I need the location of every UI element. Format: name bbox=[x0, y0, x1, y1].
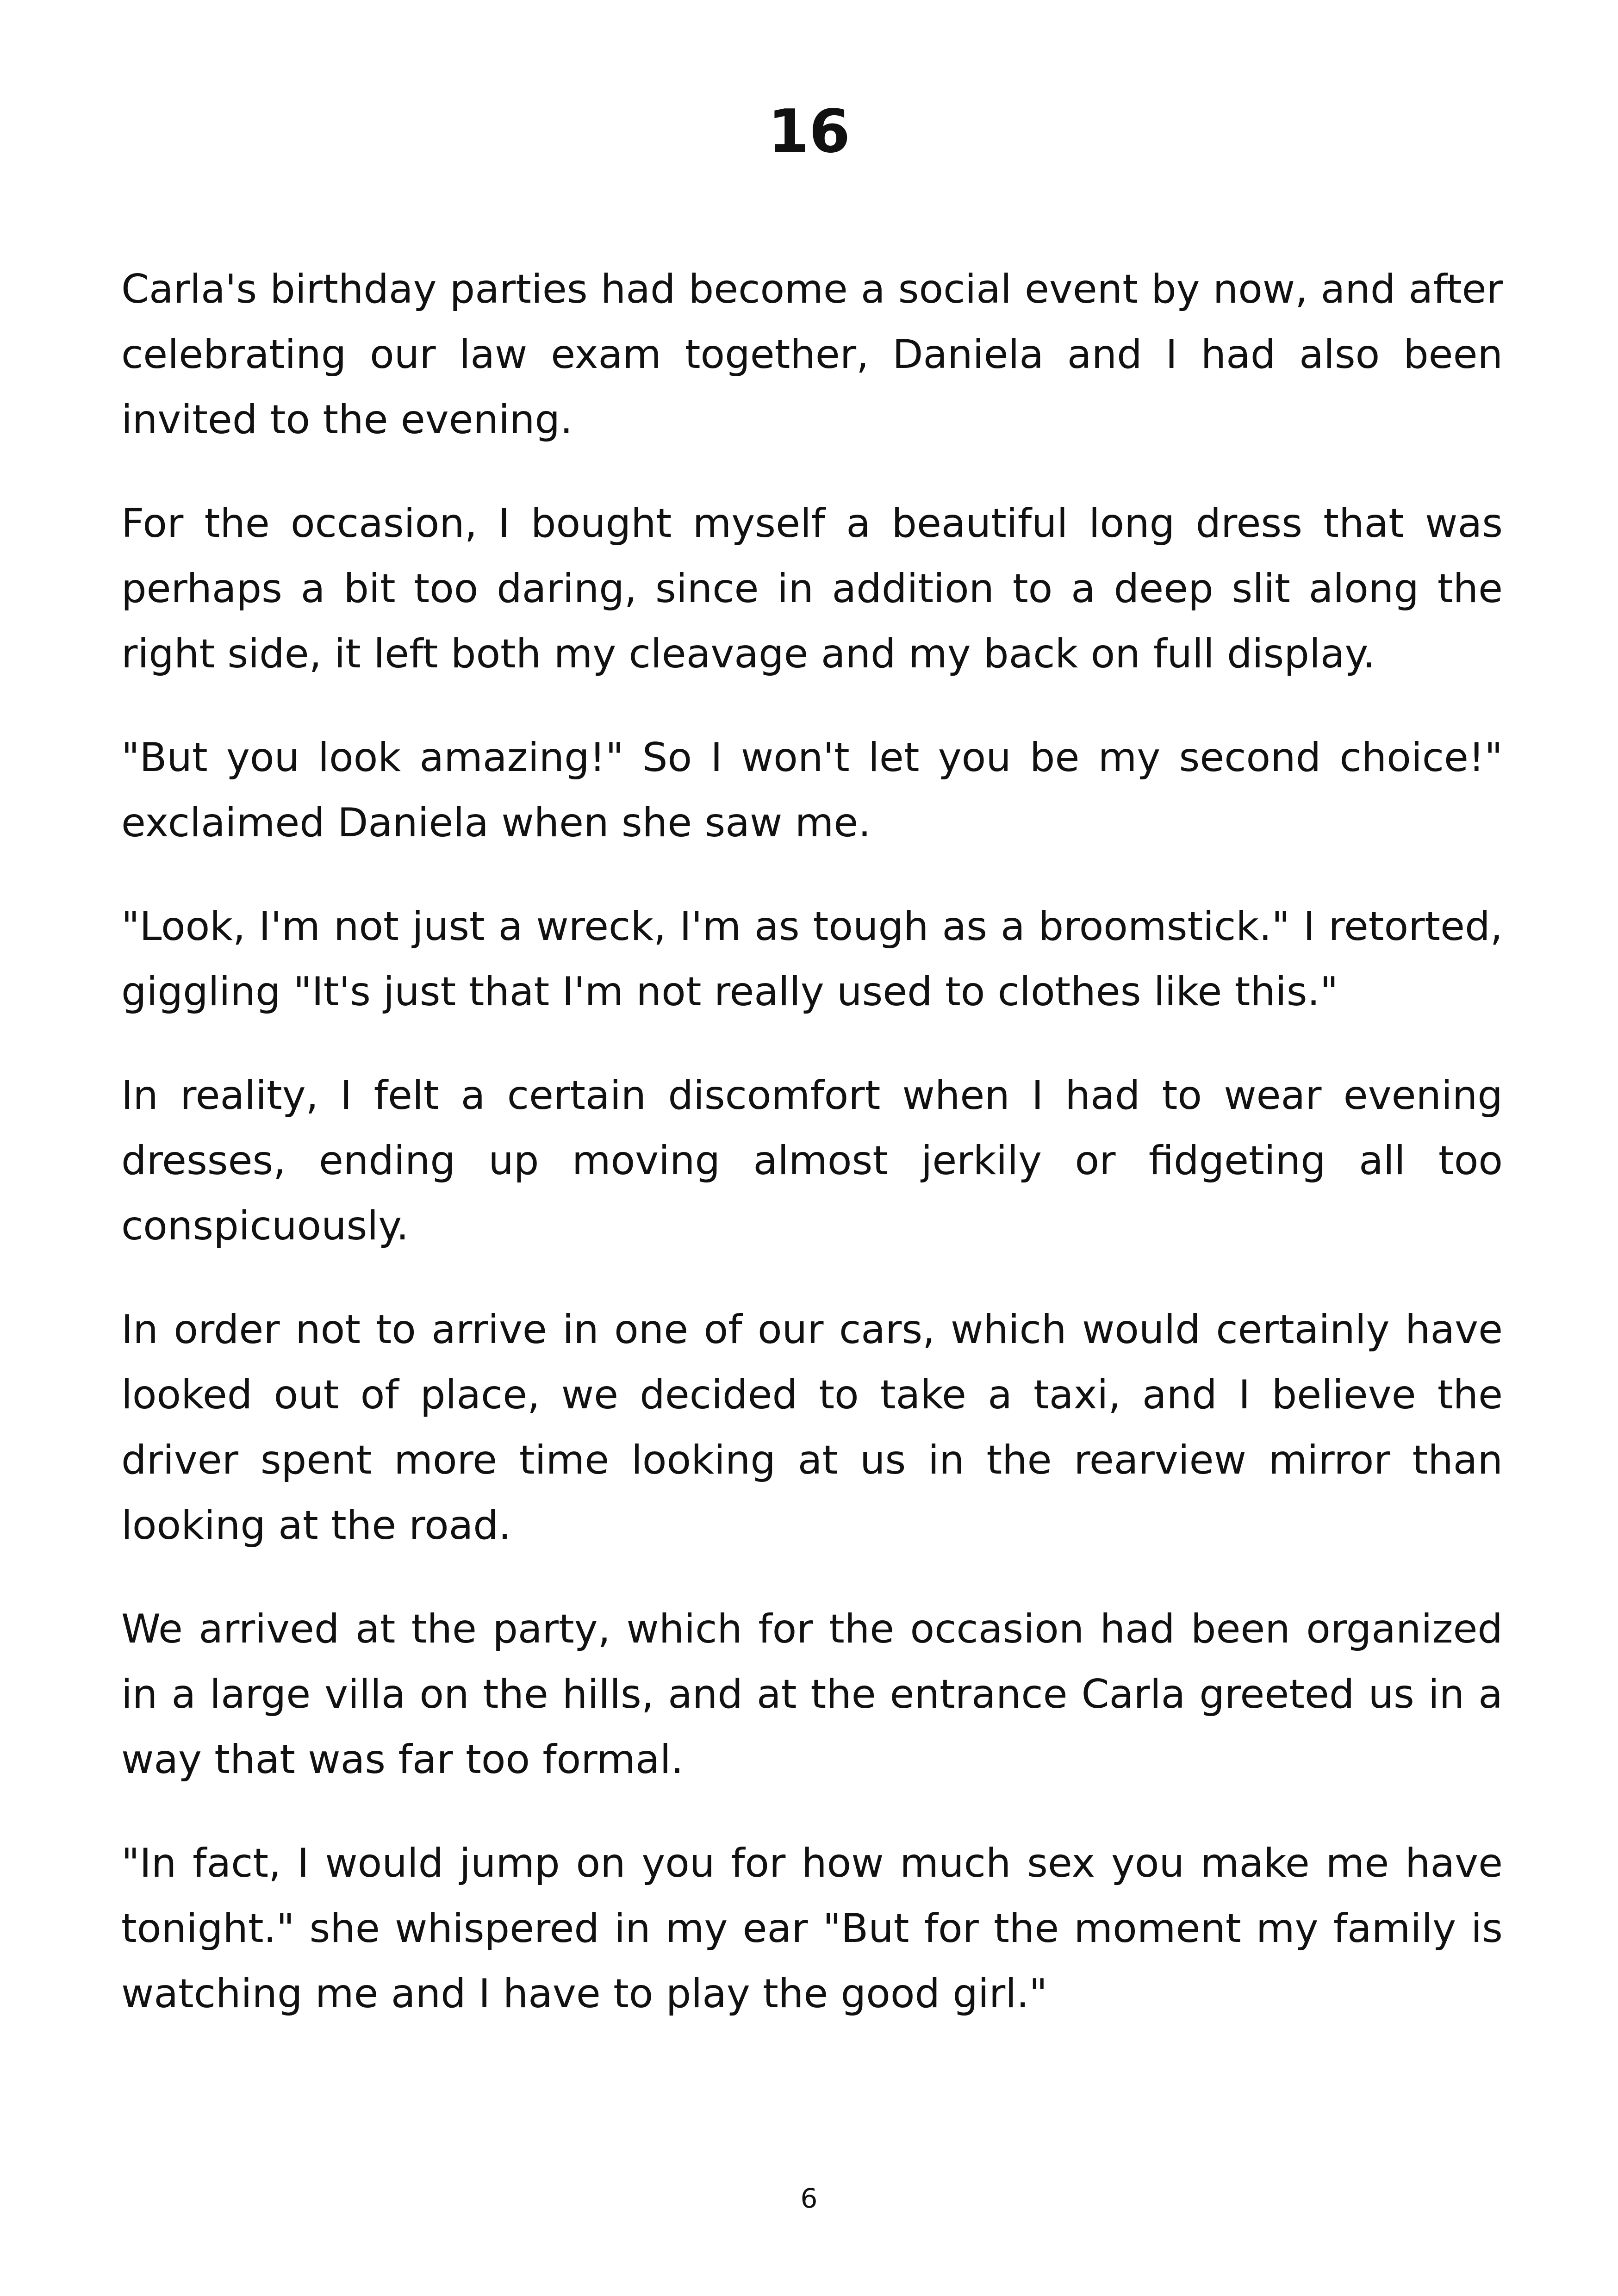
paragraph: "But you look amazing!" So I won't let you be my second choice!" exclaimed Daniela when she saw me. bbox=[121, 734, 1503, 846]
paragraph: "Look, I'm not just a wreck, I'm as tough as a broomstick." I retorted, giggling "It's just that I'm not really used to clothes like this." bbox=[121, 903, 1503, 1015]
chapter-title: 16 bbox=[767, 97, 851, 166]
paragraph: In order not to arrive in one of our cars, which would certainly have looked out of place, we decided to take a taxi, and I believe the driver spent more time looking at us in the rearview mirror than looking at the road. bbox=[121, 1307, 1503, 1549]
paragraph: For the occasion, I bought myself a beautiful long dress that was perhaps a bit too daring, since in addition to a deep slit along the right side, it left both my cleavage and my back on full display. bbox=[121, 500, 1503, 677]
paragraph: "In fact, I would jump on you for how much sex you make me have tonight." she whispered in my ear "But for the moment my family is watching me and I have to play the good girl." bbox=[121, 1840, 1503, 2017]
paragraph: In reality, I felt a certain discomfort when I had to wear evening dresses, ending up moving almost jerkily or fidgeting all too conspicuously. bbox=[121, 1072, 1503, 1249]
chapter-body bbox=[121, 257, 1503, 2065]
paragraph: Carla's birthday parties had become a social event by now, and after celebrating our law exam together, Daniela and I had also been invited to the evening. bbox=[121, 266, 1503, 443]
paragraph: We arrived at the party, which for the occasion had been organized in a large villa on the hills, and at the entrance Carla greeted us in a way that was far too formal. bbox=[121, 1606, 1503, 1783]
page-number: 6 bbox=[800, 2183, 818, 2214]
